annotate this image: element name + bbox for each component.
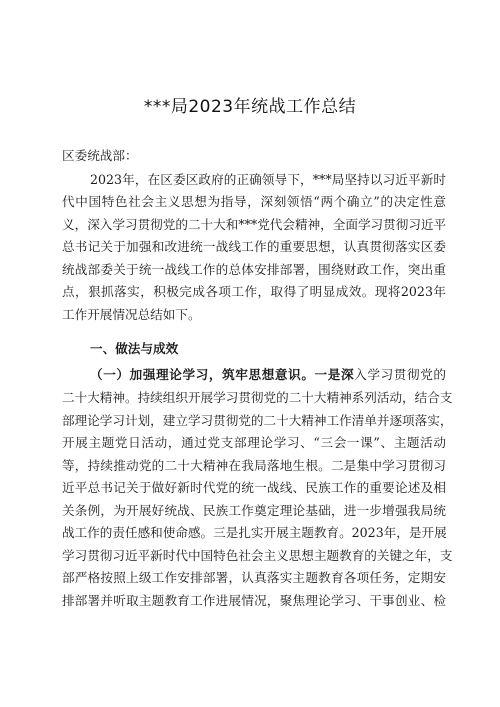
body-line: 近平总书记关于做好新时代党的统一战线、民族工作的重要论述及相 [62, 480, 446, 495]
body-line: 战工作的责任感和使命感。三是扎实开展主题教育。2023年，是开展 [62, 525, 447, 540]
body-line: 二十大精神。持续组织开展学习贯彻党的二十大精神系列活动，结合支 [62, 390, 453, 405]
body-line: 关条例，为开展好统战、民族工作奠定理论基础，进一步增强我局统 [62, 503, 446, 518]
addressee: 区委统战部： [62, 148, 138, 163]
intro-line: 2023年，在区委区政府的正确领导下，***局坚持以习近平新时 [90, 172, 446, 187]
intro-line: 工作开展情况总结如下。 [62, 307, 201, 322]
body-line: 部理论学习计划，建立学习贯彻党的二十大精神工作清单并逐项落实， [62, 413, 453, 428]
intro-line: 总书记关于加强和改进统一战线工作的重要思想，认真贯彻落实区委 [62, 239, 446, 254]
section-heading: 一、做法与成效 [90, 341, 179, 356]
document-title: ***局2023年统战工作总结 [143, 97, 357, 117]
body-line: 开展主题党日活动，通过党支部理论学习、“三会一课”、主题活动 [62, 435, 446, 450]
body-line: 学习贯彻习近平新时代中国特色社会主义思想主题教育的关键之年，支 [62, 548, 453, 563]
intro-line: 统战部委关于统一战线工作的总体安排部署，围绕财政工作，突出重 [62, 262, 446, 277]
body-line: 部严格按照上级工作安排部署，认真落实主题教育各项任务，定期安 [62, 570, 446, 585]
body-line: 排部署并听取主题教育工作进展情况，聚焦理论学习、干事创业、检 [62, 593, 446, 608]
intro-line: 代中国特色社会主义思想为指导，深刻领悟“两个确立”的决定性意 [62, 194, 446, 209]
subsection-first-line [90, 369, 446, 382]
subsection-first-line-text: 入学习贯彻党的 [354, 367, 447, 382]
intro-line: 义，深入学习贯彻党的二十大和***党代会精神，全面学习贯彻习近平 [62, 217, 447, 232]
subsection-heading: （一）加强理论学习，筑牢思想意识。一是深 [90, 367, 355, 382]
intro-line: 点，狠抓落实，积极完成各项工作，取得了明显成效。现将2023年 [62, 284, 446, 299]
body-line: 等，持续推动党的二十大精神在我局落地生根。二是集中学习贯彻习 [62, 458, 446, 473]
